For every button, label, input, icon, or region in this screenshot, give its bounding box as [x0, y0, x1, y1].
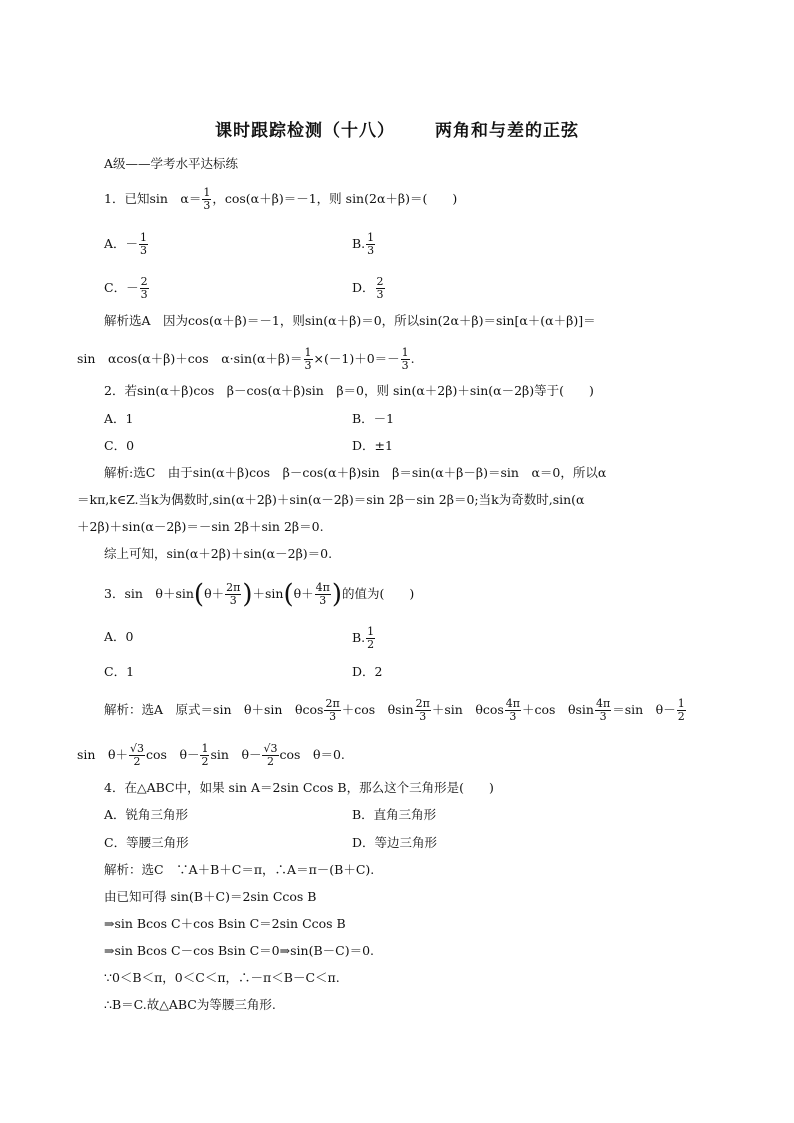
q2-stem: 2．若sin(α＋β)cos β－cos(α＋β)sin β＝0，则 sin(α＋2β)＋sin(α－2β)等于( ): [104, 383, 594, 398]
q2-option-c: C．0: [104, 438, 135, 453]
q4-solution-line3: ⇒sin Bcos C＋cos Bsin C＝2sin Ccos B: [104, 916, 346, 931]
q1-option-a: A．－ $\frac{1}{3}$: [104, 231, 148, 257]
q3-solution-line1: 解析：选A 原式＝sin θ＋sin θcos $\frac{2\pi}{3}$ ＋cos θsin $\frac{2\pi}{3}$ ＋sin θcos $\frac{4\pi}{3}$ ＋cos θsin $\frac{4\pi}{3}$ ＝sin θ－ $\frac{1}{2}$: [104, 697, 685, 723]
q4-solution-line4: ⇒sin Bcos C－cos Bsin C＝0⇒sin(B－C)＝0.: [104, 943, 374, 958]
q2-solution-line2: ＝kπ,k∈Z.当k为偶数时,sin(α＋2β)＋sin(α－2β)＝sin 2β－sin 2β＝0;当k为奇数时,sin(α: [77, 492, 585, 507]
q3-option-c: C．1: [104, 664, 135, 679]
q4-solution-line6: ∴B＝C.故△ABC为等腰三角形.: [104, 997, 276, 1012]
title-main: 课时跟踪检测（十八）: [215, 121, 395, 141]
q3-option-b: B. $\frac{1}{2}$: [352, 625, 375, 651]
q4-solution-line5: ∵0＜B＜π，0＜C＜π，∴－π＜B－C＜π.: [104, 970, 340, 985]
q2-option-a: A．1: [104, 411, 134, 426]
q2-solution-line4: 综上可知，sin(α＋2β)＋sin(α－2β)＝0.: [104, 546, 333, 561]
q4-option-a: A．锐角三角形: [104, 807, 189, 822]
q4-option-d: D．等边三角形: [352, 835, 438, 850]
q4-option-b: B．直角三角形: [352, 807, 437, 822]
q3-option-a: A．0: [104, 629, 134, 644]
q1-stem: 1．已知sin α＝ $\frac{1}{3}$ ，cos(α＋β)＝－1，则 sin(2α＋β)＝( ): [104, 186, 458, 212]
q3-stem: 3．sin θ＋sin(θ＋ $\frac{2\pi}{3}$ )＋sin(θ＋ $\frac{4\pi}{3}$ )的值为( ): [104, 579, 415, 610]
q4-option-c: C．等腰三角形: [104, 835, 189, 850]
q2-solution-line1: 解析:选C 由于sin(α＋β)cos β－cos(α＋β)sin β＝sin(α＋β－β)＝sin α＝0，所以α: [104, 465, 607, 480]
q2-option-d: D．±1: [352, 438, 393, 453]
fraction: $\frac{1}{3}$: [203, 186, 211, 212]
q3-solution-line2: sin θ＋ $\frac{√3}{2}$ cos θ－ $\frac{1}{2}$ sin θ－ $\frac{√3}{2}$ cos θ＝0.: [77, 742, 345, 768]
q4-solution-line1: 解析：选C ∵A＋B＋C＝π，∴A＝π－(B＋C).: [104, 862, 375, 877]
q4-stem: 4．在△ABC中，如果 sin A＝2sin Ccos B，那么这个三角形是( ): [104, 780, 494, 795]
title-topic: 两角和与差的正弦: [435, 121, 579, 141]
q4-solution-line2: 由已知可得 sin(B＋C)＝2sin Ccos B: [104, 889, 317, 904]
q1-option-d: D． $\frac{2}{3}$: [352, 275, 384, 301]
section-heading: A级——学考水平达标练: [104, 156, 239, 171]
q1-option-b: B. $\frac{1}{3}$: [352, 231, 375, 257]
q2-solution-line3: ＋2β)＋sin(α－2β)＝－sin 2β＋sin 2β＝0.: [77, 519, 324, 534]
q1-solution-line2: sin αcos(α＋β)＋cos α·sin(α＋β)＝ $\frac{1}{3}$ ×(－1)＋0＝－ $\frac{1}{3}$ .: [77, 346, 415, 372]
q1-solution-line1: 解析选A 因为cos(α＋β)＝－1，则sin(α＋β)＝0，所以sin(2α＋β)＝sin[α＋(α＋β)]＝: [104, 313, 596, 328]
q1-option-c: C．－ $\frac{2}{3}$: [104, 275, 148, 301]
page-title: [0, 116, 794, 141]
q2-option-b: B．－1: [352, 411, 395, 426]
q3-option-d: D．2: [352, 664, 383, 679]
